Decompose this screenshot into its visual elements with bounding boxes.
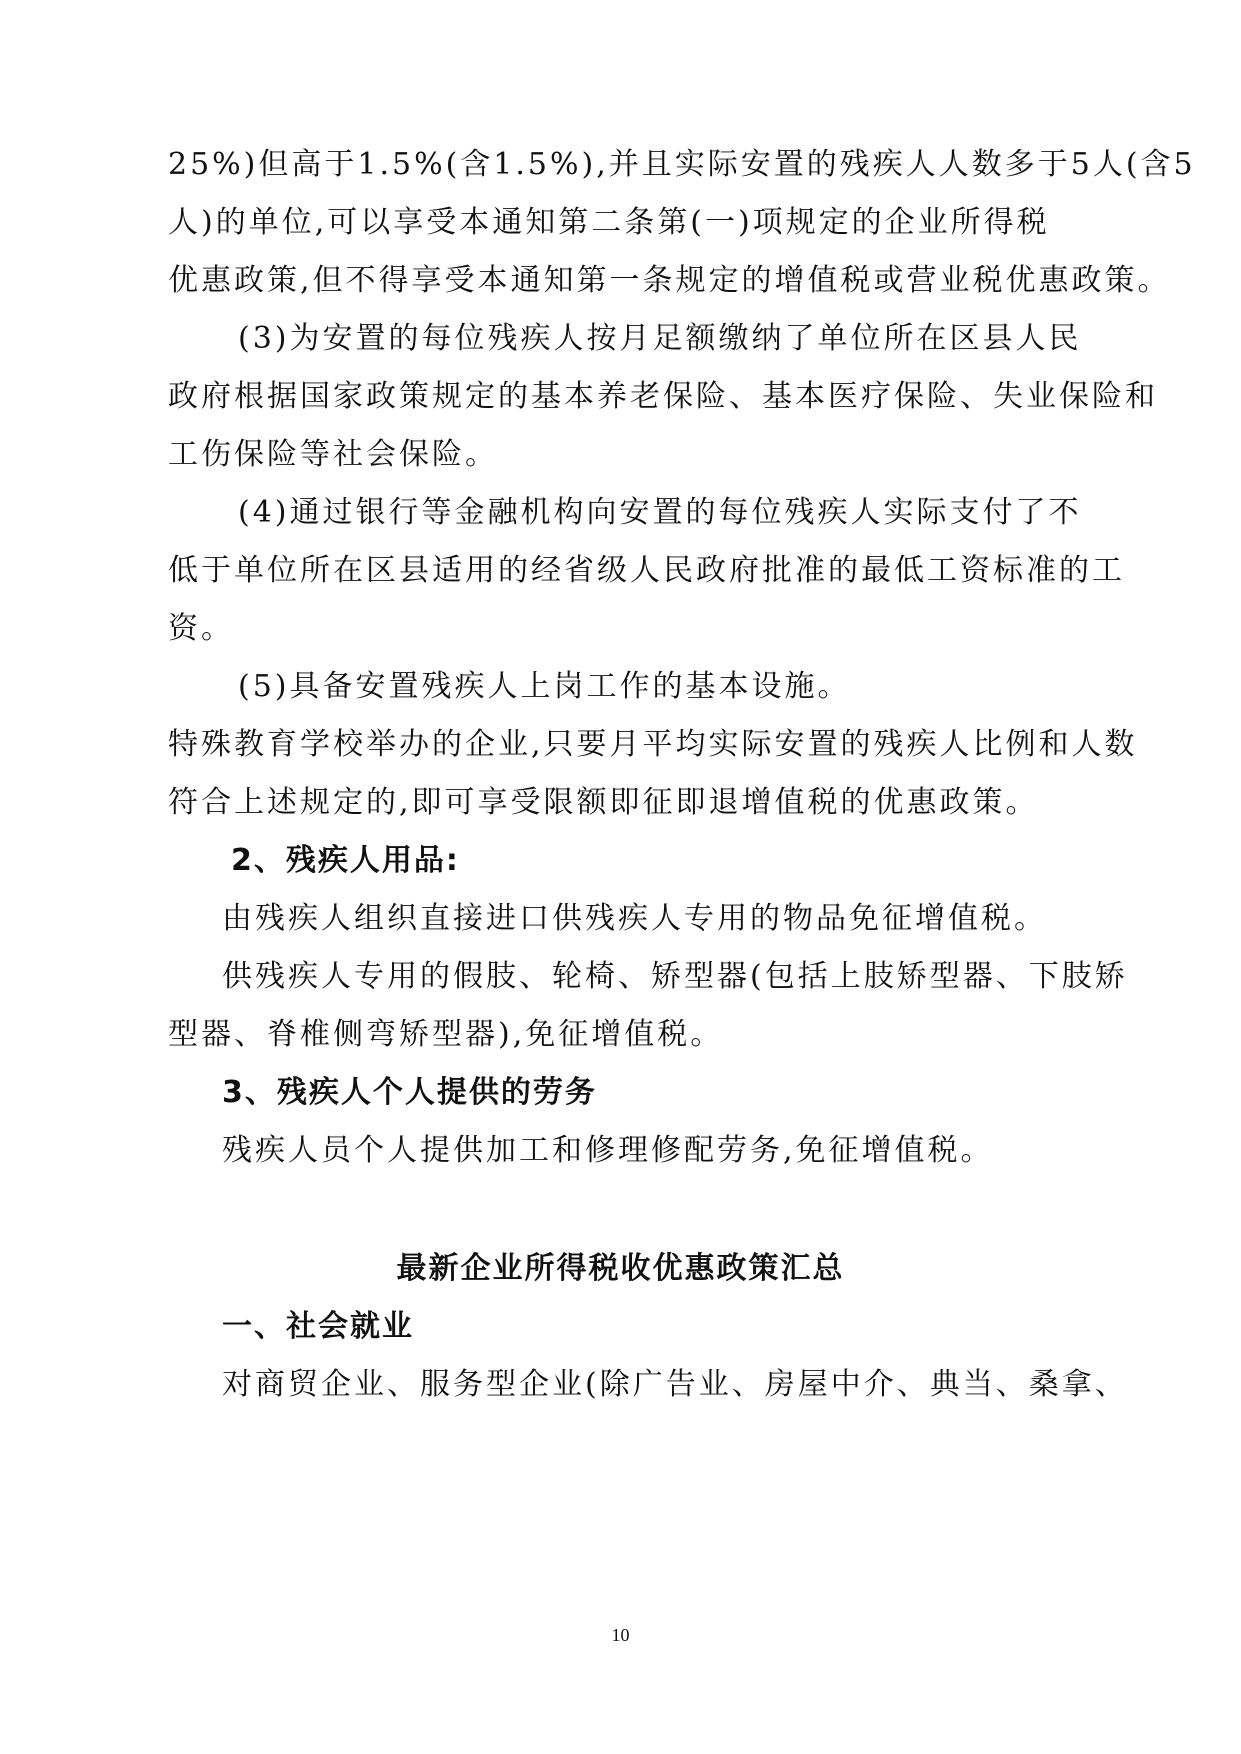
paragraph-line: 符合上述规定的,即可享受限额即征即退增值税的优惠政策。 [168,785,1039,820]
paragraph-line: 人)的单位,可以享受本通知第二条第(一)项规定的企业所得税 [168,205,1050,240]
paragraph-line: 25%)但高于1.5%(含1.5%),并且实际安置的残疾人人数多于5人(含5 [168,147,1196,182]
paragraph-line: (3)为安置的每位残疾人按月足额缴纳了单位所在区县人民 [238,321,1082,356]
paragraph-line: 供残疾人专用的假肢、轮椅、矫型器(包括上肢矫型器、下肢矫 [222,959,1128,994]
paragraph-line: 型器、脊椎侧弯矫型器),免征增值税。 [168,1017,724,1052]
paragraph-line: (4)通过银行等金融机构向安置的每位残疾人实际支付了不 [238,495,1082,530]
subheading-personal-services: 3、残疾人个人提供的劳务 [222,1075,597,1110]
paragraph-line: 由残疾人组织直接进口供残疾人专用的物品免征增值税。 [222,901,1047,936]
paragraph-line: (5)具备安置残疾人上岗工作的基本设施。 [238,669,851,704]
paragraph-line: 资。 [168,611,234,646]
section-heading-social-employment: 一、社会就业 [222,1309,414,1344]
paragraph-line: 政府根据国家政策规定的基本养老保险、基本医疗保险、失业保险和 [168,379,1158,414]
section-title: 最新企业所得税收优惠政策汇总 [396,1251,845,1286]
paragraph-line: 特殊教育学校举办的企业,只要月平均实际安置的残疾人比例和人数 [168,727,1138,762]
page-number: 10 [611,1625,630,1645]
paragraph-line: 工伤保险等社会保险。 [168,437,498,472]
paragraph-line: 优惠政策,但不得享受本通知第一条规定的增值税或营业税优惠政策。 [168,263,1171,298]
paragraph-line: 对商贸企业、服务型企业(除广告业、房屋中介、典当、桑拿、 [222,1367,1128,1402]
paragraph-line: 低于单位所在区县适用的经省级人民政府批准的最低工资标准的工 [168,553,1125,588]
paragraph-line: 残疾人员个人提供加工和修理修配劳务,免征增值税。 [222,1133,994,1168]
subheading-disabled-products: 2、残疾人用品: [231,843,460,878]
